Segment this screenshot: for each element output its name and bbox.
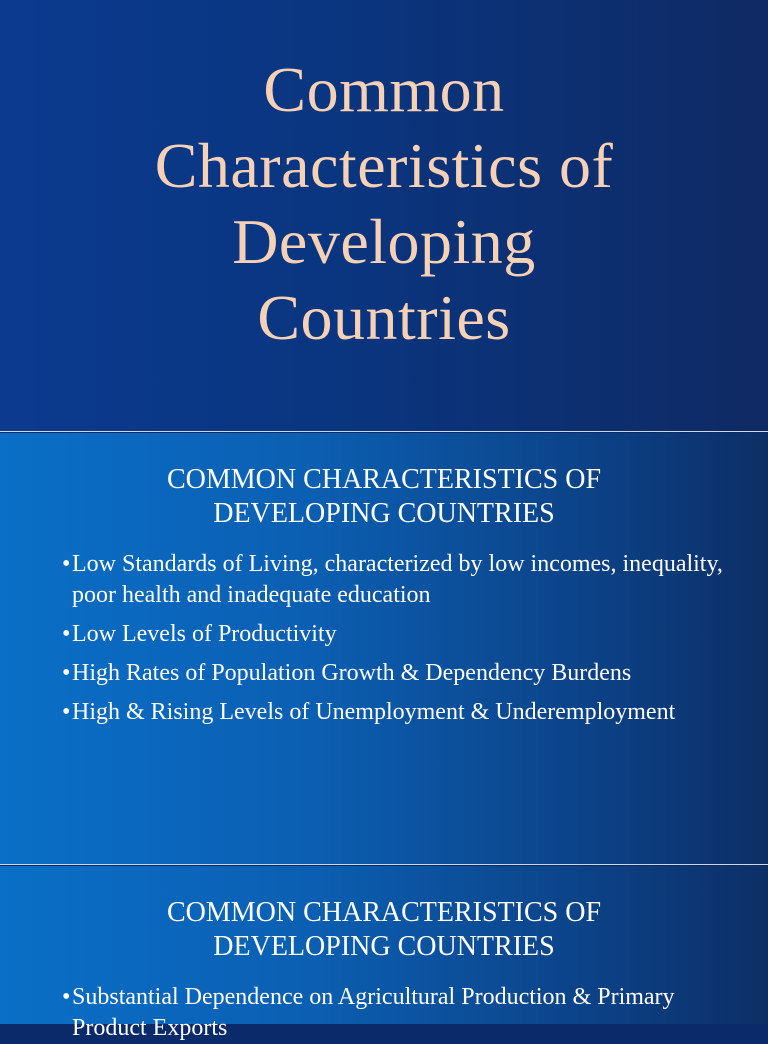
bullet-text: Low Standards of Living, characterized by low incomes, inequality, poor health and inadequate education <box>72 551 723 608</box>
bullet-text: High Rates of Population Growth & Dependency Burdens <box>72 660 632 686</box>
bullet-list <box>0 549 768 728</box>
title-slide <box>0 0 768 432</box>
content-slide <box>0 866 768 1041</box>
slide-heading-line: DEVELOPING COUNTRIES <box>213 498 555 529</box>
content-slide <box>0 433 768 865</box>
bullet-item <box>62 658 738 689</box>
slide-heading <box>0 433 768 531</box>
bullet-item <box>62 697 738 728</box>
bullet-marker: • <box>62 621 71 647</box>
slide-heading-line: DEVELOPING COUNTRIES <box>213 931 555 962</box>
title-line: Countries <box>257 282 511 353</box>
bullet-item <box>62 619 738 650</box>
bullet-marker: • <box>62 699 71 725</box>
slide-heading-line: COMMON CHARACTERISTICS OF <box>166 464 602 495</box>
slide-heading-line: COMMON CHARACTERISTICS OF <box>166 897 602 928</box>
bullet-marker: • <box>62 660 71 686</box>
bullet-item <box>62 982 738 1044</box>
bullet-list <box>0 982 768 1044</box>
bullet-text: Substantial Dependence on Agricultural Production & Primary Product Exports <box>72 984 675 1041</box>
title-line: Common <box>263 54 505 125</box>
title-line: Developing <box>232 206 536 277</box>
slide-heading <box>0 866 768 964</box>
bullet-marker: • <box>62 551 71 577</box>
slide-title <box>0 52 768 356</box>
bullet-marker: • <box>62 984 71 1010</box>
bullet-text: Low Levels of Productivity <box>72 621 337 647</box>
bullet-item <box>62 549 738 611</box>
title-line: Characteristics of <box>154 130 614 201</box>
bullet-text: High & Rising Levels of Unemployment & Underemployment <box>72 699 676 725</box>
